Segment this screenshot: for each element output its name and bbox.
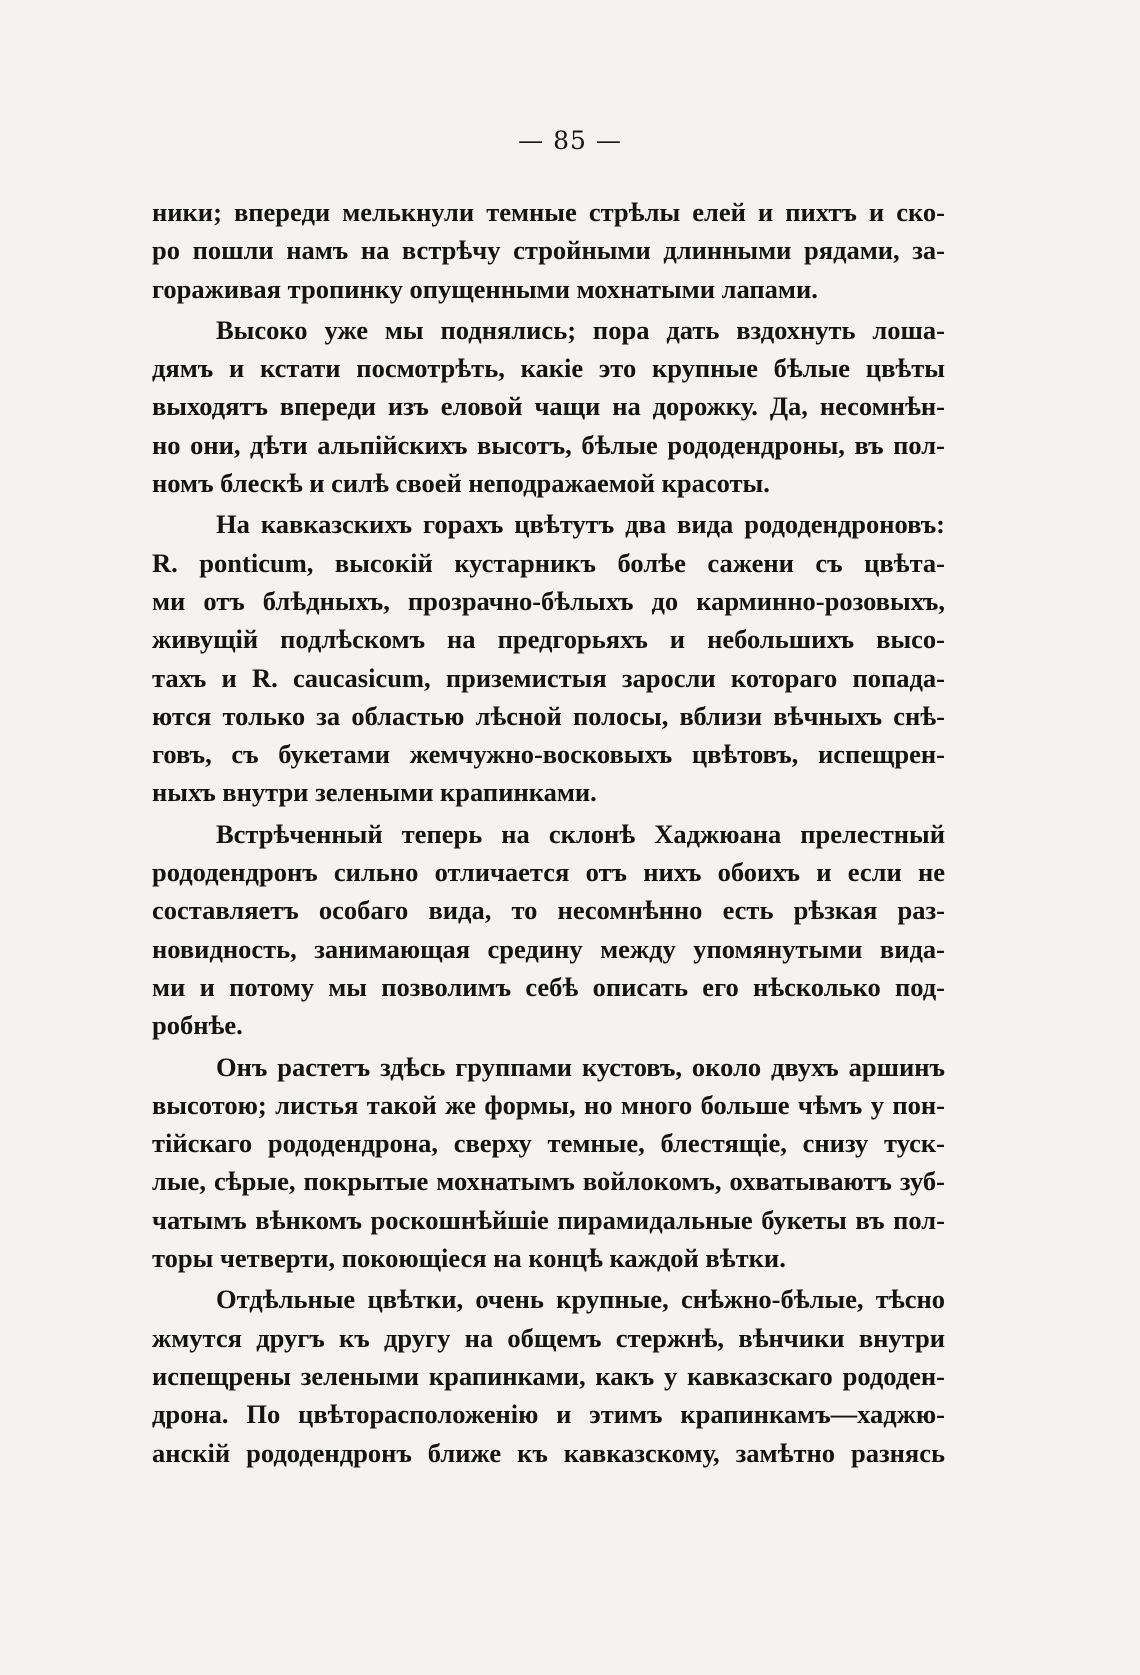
text-line: лые, сѣрые, покрытые мохнатымъ войлокомъ, охватываютъ зуб-	[152, 1166, 945, 1197]
text-line: анскій рододендронъ ближе къ кавказскому, замѣтно разнясь	[152, 1437, 945, 1468]
paragraph	[152, 311, 945, 502]
text-line: ми отъ блѣдныхъ, прозрачно-бѣлыхъ до карминно-розовыхъ,	[152, 585, 945, 616]
text-line: рододендронъ сильно отличается отъ нихъ обоихъ и если не	[152, 857, 945, 888]
text-line: высотою; листья такой же формы, но много больше чѣмъ у пон-	[152, 1089, 945, 1120]
text-line: тахъ и R. caucasicum, приземистыя заросли котораго попада-	[152, 662, 945, 693]
paragraph	[152, 1280, 945, 1471]
text-line: ники; впереди мелькнули темные стрѣлы елей и пихтъ и ско-	[152, 197, 945, 227]
text-line: новидность, занимающая средину между упомянутыми вида-	[152, 933, 945, 964]
text-line: R. ponticum, высокій кустарникъ болѣе сажени съ цвѣта-	[152, 547, 945, 578]
text-line: ются только за областью лѣсной полосы, вблизи вѣчныхъ снѣ-	[152, 700, 945, 731]
text-line: выходятъ впереди изъ еловой чащи на дорожку. Да, несомнѣн-	[152, 391, 945, 422]
text-line: но они, дѣти альпійскихъ высотъ, бѣлые рододендроны, въ пол-	[152, 429, 945, 460]
text-line: Высоко уже мы поднялись; пора дать вздохнуть лоша-	[216, 314, 945, 345]
text-line: На кавказскихъ горахъ цвѣтутъ два вида рододендроновъ:	[216, 509, 945, 540]
text-line: живущій подлѣскомъ на предгорьяхъ и небольшихъ высо-	[152, 624, 945, 655]
text-line: дрона. По цвѣторасположенію и этимъ крапинкамъ—хаджю-	[152, 1399, 945, 1430]
text-line: чатымъ вѣнкомъ роскошнѣйшіе пирамидальные букеты въ пол-	[152, 1204, 945, 1235]
text-line: дямъ и кстати посмотрѣть, какіе это крупные бѣлые цвѣты	[152, 353, 945, 384]
text-line: гораживая тропинку опущенными мохнатыми лапами.	[152, 273, 818, 304]
text-line: номъ блескѣ и силѣ своей неподражаемой красоты.	[152, 468, 770, 499]
text-line: жмутся другъ къ другу на общемъ стержнѣ, вѣнчики внутри	[152, 1322, 945, 1353]
text-line: говъ, съ букетами жемчужно-восковыхъ цвѣтовъ, испещрен-	[152, 739, 945, 770]
text-line: робнѣе.	[152, 1010, 243, 1041]
paragraph	[152, 815, 945, 1045]
text-line: торы четверти, покоющіеся на концѣ каждой вѣтки.	[152, 1243, 786, 1274]
text-line: составляетъ особаго вида, то несомнѣнно есть рѣзкая раз-	[152, 895, 945, 926]
text-line: ро пошли намъ на встрѣчу стройными длинными рядами, за-	[152, 235, 945, 266]
text-line: Отдѣльные цвѣтки, очень крупные, снѣжно-бѣлые, тѣсно	[216, 1284, 945, 1315]
paragraph	[152, 1048, 945, 1278]
text-line: Онъ растетъ здѣсь группами кустовъ, около двухъ аршинъ	[216, 1051, 945, 1082]
paragraph	[152, 193, 945, 308]
body-text	[152, 193, 945, 1475]
page-number: — 85 —	[518, 126, 622, 155]
text-line: ныхъ внутри зелеными крапинками.	[152, 777, 597, 808]
text-line: тійскаго рододендрона, сверху темные, блестящіе, снизу туск-	[152, 1128, 945, 1159]
text-line: испещрены зелеными крапинками, какъ у кавказскаго рододен-	[152, 1360, 945, 1391]
text-line: ми и потому мы позволимъ себѣ описать его нѣсколько под-	[152, 971, 945, 1002]
text-line: Встрѣченный теперь на склонѣ Хаджюана прелестный	[216, 818, 945, 849]
paragraph	[152, 505, 945, 811]
